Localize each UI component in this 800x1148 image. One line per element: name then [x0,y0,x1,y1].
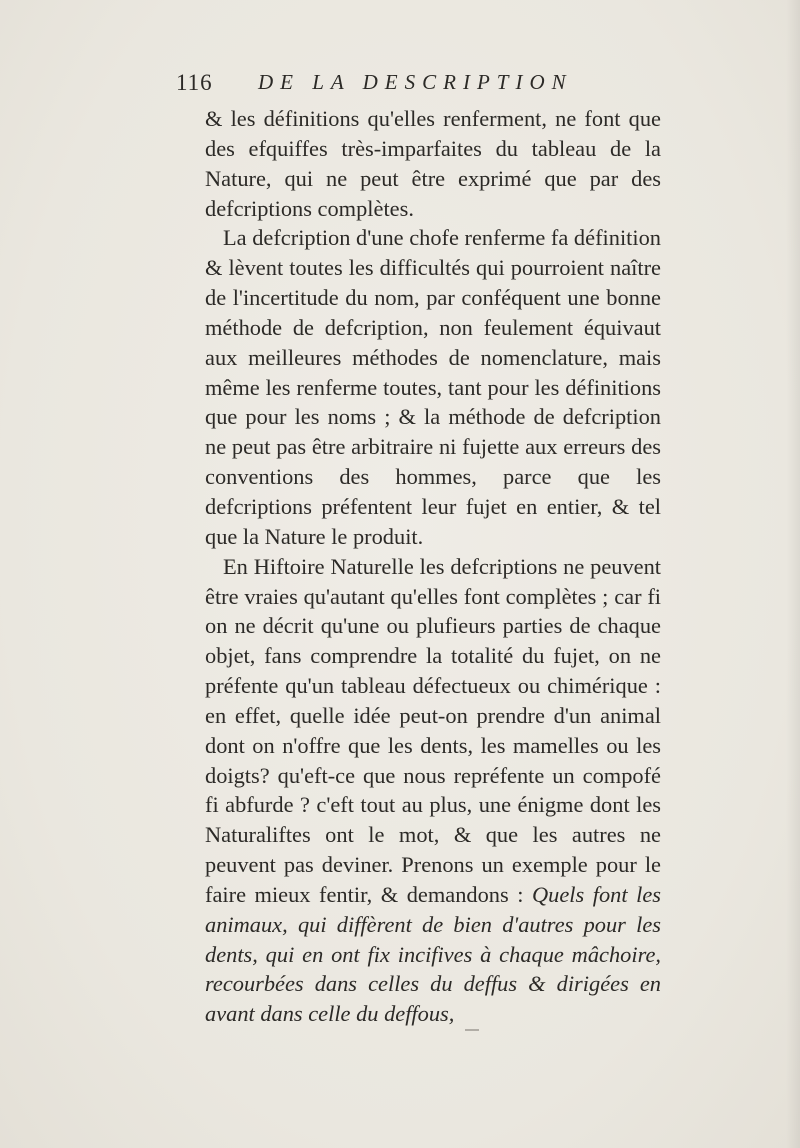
paragraph-2 [205,223,661,551]
running-head: DE LA DESCRIPTION [258,70,573,94]
page-header [176,70,646,100]
body-text [205,104,661,1029]
page-edge-shadow [786,0,800,1148]
paragraph-1-text: & les définitions qu'elles renferment, ne font que des efquiffes très-imparfaites du tableau de la Nature, qui ne peut être exprimé que par des defcriptions complètes. [205,106,661,221]
paragraph-2-text: La defcription d'une chofe renferme fa définition & lèvent toutes les difficultés qui pourroient naître de l'incertitude du nom, par conféquent une bonne méthode de defcription, non feulement équivaut aux meilleures méthodes de nomenclature, mais même les renferme toutes, tant pour les définitions que pour les noms ; & la méthode de defcription ne peut pas être arbitraire ni fujette aux erreurs des conventions des hommes, parce que les defcriptions préfentent leur fujet en entier, & tel que la Nature le produit. [205,225,661,549]
paragraph-3 [205,552,661,1030]
paragraph-1 [205,104,661,223]
paragraph-3-text: En Hiftoire Naturelle les defcriptions ne peuvent être vraies qu'autant qu'elles font complètes ; car fi on ne décrit qu'une ou plufieurs parties de chaque objet, fans comprendre la totalité du fujet, on ne préfente qu'un tableau défectueux ou chimérique : en effet, quelle idée peut-on prendre d'un animal dont on n'offre que les dents, les mamelles ou les doigts? qu'eft-ce que nous repréfente un compofé fi abfurde ? c'eft tout au plus, une énigme dont les Naturaliftes ont le mot, & que les autres ne peuvent pas deviner. Prenons un exemple pour le faire mieux fentir, & demandons : [205,553,661,907]
ink-mark [465,1029,479,1031]
page-number: 116 [176,70,213,95]
paragraph-3-italic-question: Quels font les animaux, qui diffèrent de bien d'autres pour les dents, qui en ont fix incifives à chaque mâchoire, recourbées dans celles du deffus & dirigées en avant dans celle du deffous, [205,881,661,1027]
